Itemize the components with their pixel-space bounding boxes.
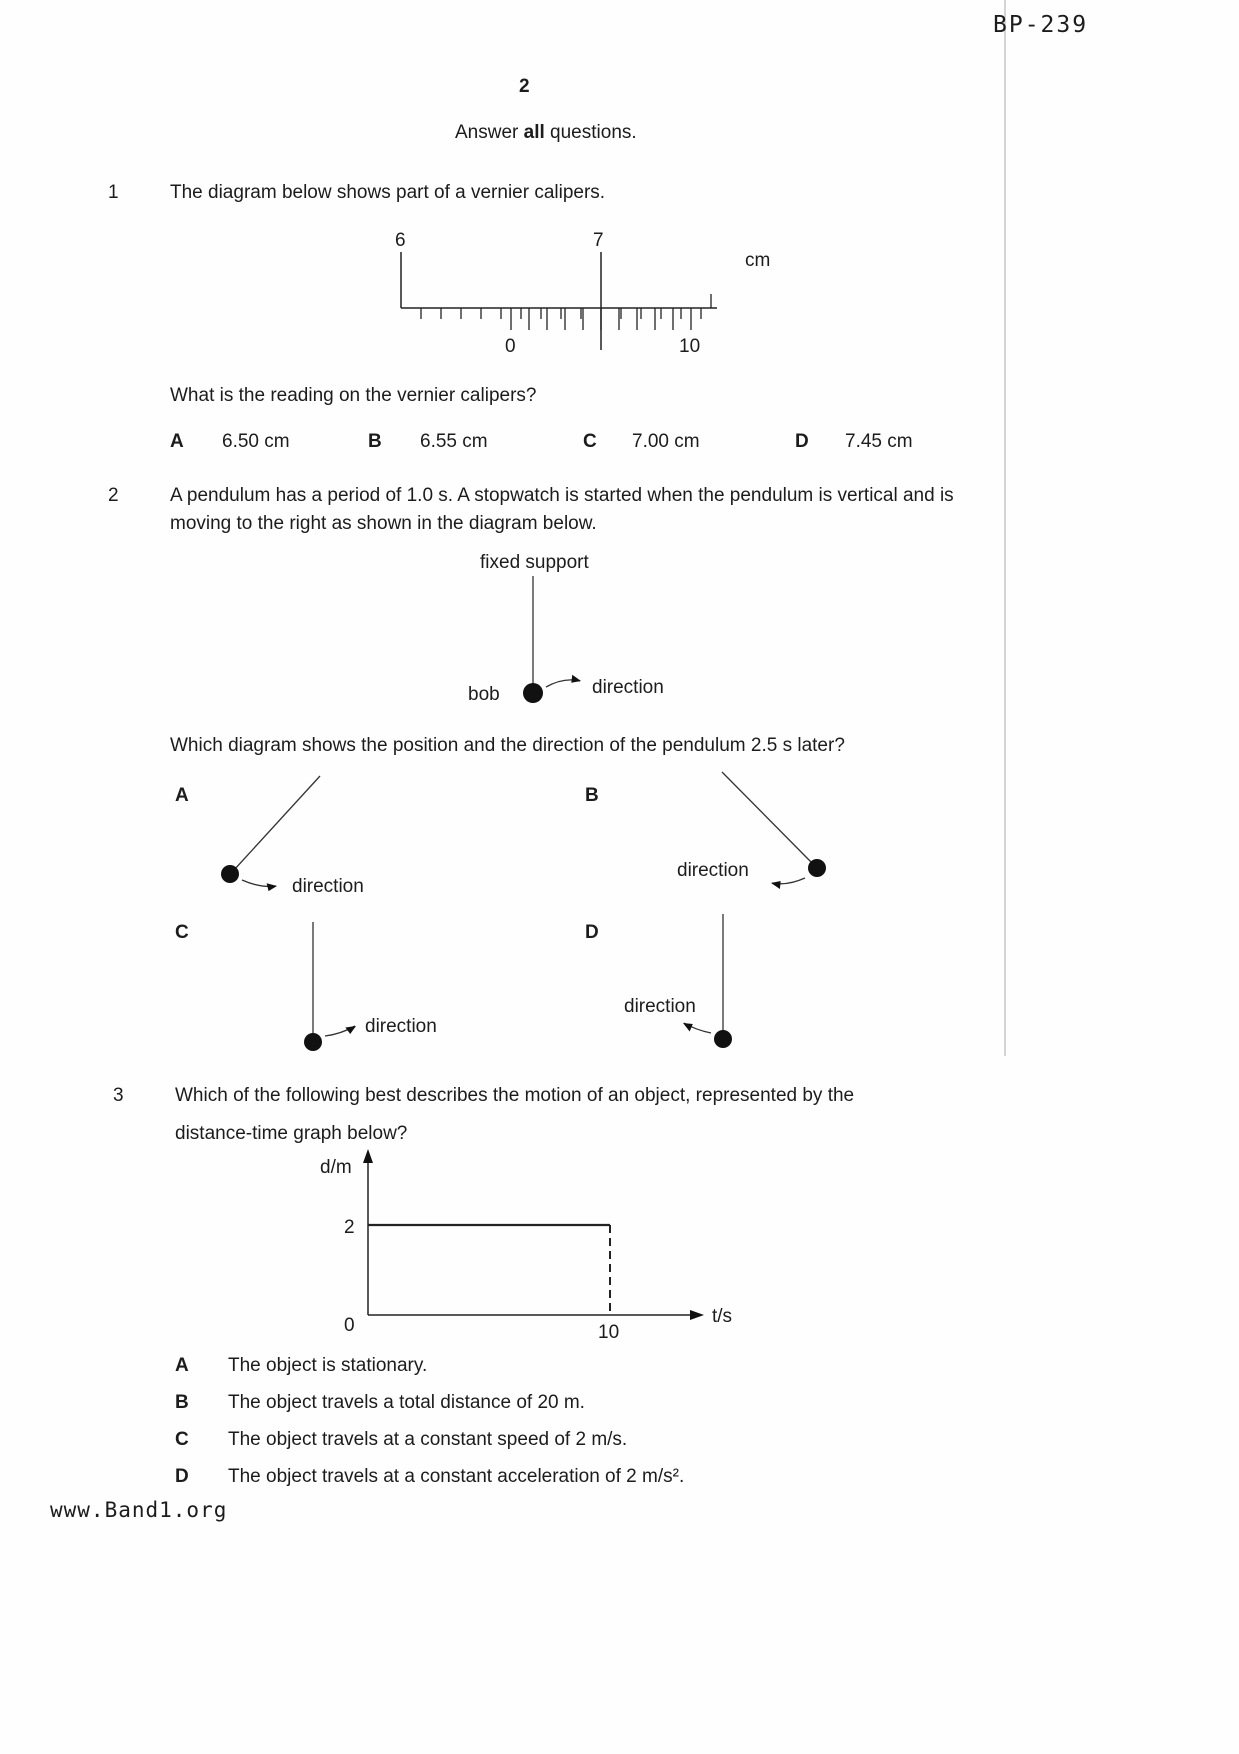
x-tick-label-10: 10 xyxy=(598,1322,620,1343)
option-text-b: The object travels a total distance of 20 m. xyxy=(228,1392,585,1413)
direction-arrowhead xyxy=(267,882,278,891)
watermark-url: www.Band1.org xyxy=(50,1498,228,1522)
option-value-c: 7.00 cm xyxy=(632,431,700,452)
pendulum-bob xyxy=(714,1030,732,1048)
y-axis-label: d/m xyxy=(320,1157,352,1178)
option-letter-b: B xyxy=(368,431,382,452)
direction-arrowhead xyxy=(570,675,582,685)
option-letter-b: B xyxy=(175,1392,189,1413)
option-letter-c: C xyxy=(175,1429,189,1450)
option-text-a: The object is stationary. xyxy=(228,1355,428,1376)
direction-arrowhead xyxy=(345,1023,358,1035)
question-1-number: 1 xyxy=(108,182,119,203)
option-value-a: 6.50 cm xyxy=(222,431,290,452)
option-text-c: The object travels at a constant speed of 2 m/s. xyxy=(228,1429,628,1450)
direction-label: direction xyxy=(292,876,364,897)
pendulum-bob xyxy=(523,683,543,703)
main-scale-label-7: 7 xyxy=(593,230,604,251)
bob-label: bob xyxy=(468,684,500,705)
vernier-scale-ticks xyxy=(511,308,691,330)
question-2-prompt: Which diagram shows the position and the direction of the pendulum 2.5 s later? xyxy=(170,735,845,756)
option-text-d: The object travels at a constant acceleration of 2 m/s². xyxy=(228,1466,685,1487)
option-letter-a: A xyxy=(175,1355,189,1376)
instruction-suffix: questions. xyxy=(550,122,637,143)
x-axis-label: t/s xyxy=(712,1306,733,1327)
question-1-prompt: What is the reading on the vernier calipers? xyxy=(170,385,537,406)
question-3-text-line1: Which of the following best describes the motion of an object, represented by the xyxy=(175,1085,855,1106)
main-scale-label-6: 6 xyxy=(395,230,406,251)
option-letter-c: C xyxy=(583,431,597,452)
instruction-bold: all xyxy=(523,122,545,143)
main-scale-ticks xyxy=(421,308,701,319)
pendulum-bob xyxy=(221,865,239,883)
question-3-number: 3 xyxy=(113,1085,124,1106)
question-3-text-line2: distance-time graph below? xyxy=(175,1123,408,1144)
fixed-support-label: fixed support xyxy=(480,552,589,573)
instruction-prefix: Answer xyxy=(455,122,519,143)
pendulum-option-a-diagram xyxy=(200,772,470,902)
y-axis-arrowhead xyxy=(363,1149,373,1163)
pendulum-option-b-diagram xyxy=(615,768,895,898)
question-2-text-line2: moving to the right as shown in the diagram below. xyxy=(170,513,597,534)
paper-code: BP-239 xyxy=(993,12,1089,38)
pendulum-string xyxy=(234,776,320,870)
origin-label: 0 xyxy=(344,1315,355,1336)
scan-artifact-line xyxy=(1004,0,1006,1056)
direction-arrowhead xyxy=(770,879,781,889)
option-a-letter: A xyxy=(175,785,189,806)
pendulum-bob xyxy=(304,1033,322,1051)
option-b-letter: B xyxy=(585,785,599,806)
option-value-b: 6.55 cm xyxy=(420,431,488,452)
answer-instruction xyxy=(455,120,637,146)
direction-label: direction xyxy=(677,860,749,881)
question-2-number: 2 xyxy=(108,485,119,506)
pendulum-string xyxy=(722,772,813,864)
direction-label: direction xyxy=(592,677,664,698)
unit-label-cm: cm xyxy=(745,250,771,271)
option-value-d: 7.45 cm xyxy=(845,431,913,452)
vernier-label-10: 10 xyxy=(679,336,701,357)
direction-arrowhead xyxy=(681,1020,694,1032)
option-letter-a: A xyxy=(170,431,184,452)
question-1-text: The diagram below shows part of a vernier calipers. xyxy=(170,182,606,203)
pendulum-option-c-diagram xyxy=(235,918,505,1063)
pendulum-option-d-diagram xyxy=(600,910,880,1055)
option-letter-d: D xyxy=(795,431,809,452)
option-letter-d: D xyxy=(175,1466,189,1487)
x-axis-arrowhead xyxy=(690,1310,704,1320)
question-2-text-line1: A pendulum has a period of 1.0 s. A stopwatch is started when the pendulum is vertical and is xyxy=(170,485,954,506)
option-c-letter: C xyxy=(175,922,189,943)
direction-label: direction xyxy=(624,996,696,1017)
page-number: 2 xyxy=(519,76,530,97)
vernier-calipers-diagram xyxy=(385,228,815,363)
pendulum-bob xyxy=(808,859,826,877)
y-tick-label-2: 2 xyxy=(344,1217,355,1238)
option-d-letter: D xyxy=(585,922,599,943)
vernier-label-0: 0 xyxy=(505,336,516,357)
distance-time-graph xyxy=(300,1145,740,1350)
direction-label: direction xyxy=(365,1016,437,1037)
pendulum-diagram xyxy=(440,550,760,725)
